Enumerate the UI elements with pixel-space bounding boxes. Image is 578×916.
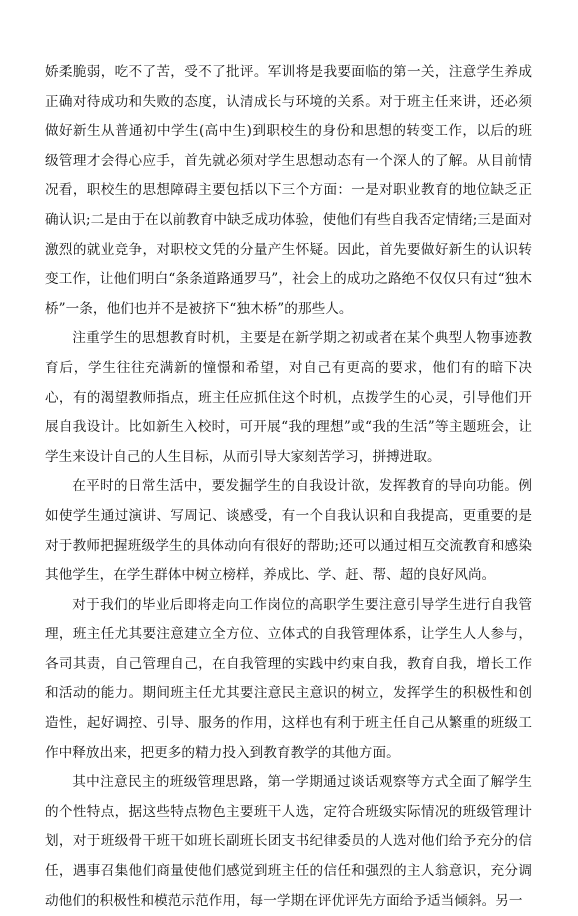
paragraph-5: 其中注意民主的班级管理思路，第一学期通过谈话观察等方式全面了解学生的个性特点，据这些特点物色主要班干人选，定符合班级实际情况的班级管理计划，对于班级骨干班干如班长副班长团支书纪律委员的人选对他们给予充分的信任，遇事召集他们商量使他们感觉到班主任的信任和强烈的主人翁意识，充分调动他们的积极性和模范示范作用，每一学期在评优评先方面给予适当倾斜。另一 (45, 774, 532, 909)
paragraph-4: 对于我们的毕业后即将走向工作岗位的高职学生要注意引导学生进行自我管理，班主任尤其要注意建立全方位、立体式的自我管理体系，让学生人人参与，各司其责，自己管理自己，在自我管理的实践中约束自我，教育自我，增长工作和活动的能力。期间班主任尤其要注意民主意识的树立，发挥学生的积极性和创造性，起好调控、引导、服务的作用，这样也有利于班主任自己从繁重的班级工作中释放出来，把更多的精力投入到教育教学的其他方面。 (45, 596, 532, 761)
paragraph-1: 娇柔脆弱，吃不了苦，受不了批评。军训将是我要面临的第一关，注意学生养成正确对待成功和失败的态度，认清成长与环境的关系。对于班主任来讲，还必须做好新生从普通初中学生(高中生)到职校生的身份和思想的转变工作，以后的班级管理才会得心应手，首先就必须对学生思想动态有一个深人的了解。从目前情况看，职校生的思想障碍主要包括以下三个方面：一是对职业教育的地位缺乏正确认识;二是由于在以前教育中缺乏成功体验，使他们有些自我否定情绪;三是面对激烈的就业竞争，对职校文凭的分量产生怀疑。因此，首先要做好新生的认识转变工作，让他们明白“条条道路通罗马”，社会上的成功之路绝不仅仅只有过“独木桥”一条，他们也并不是被挤下“独木桥”的那些人。 (45, 64, 532, 317)
document-body (45, 58, 532, 916)
paragraph-2: 注重学生的思想教育时机，主要是在新学期之初或者在某个典型人物事迹教育后，学生往往充满新的憧憬和希望，对自己有更高的要求，他们有的暗下决心，有的渴望教师指点，班主任应抓住这个时机，点拨学生的心灵，引导他们开展自我设计。比如新生入校时，可开展“我的理想”或“我的生活”等主题班会，让学生来设计自己的人生目标，从而引导大家刻苦学习，拼搏进取。 (45, 330, 532, 465)
paragraph-3: 在平时的日常生活中，要发掘学生的自我设计欲，发挥教育的导向功能。例如使学生通过演讲、写周记、谈感受，有一个自我认识和自我提高，更重要的是对于教师把握班级学生的具体动向有很好的帮助;还可以通过相互交流教育和感染其他学生，在学生群体中树立榜样，养成比、学、赶、帮、超的良好风尚。 (45, 478, 532, 584)
